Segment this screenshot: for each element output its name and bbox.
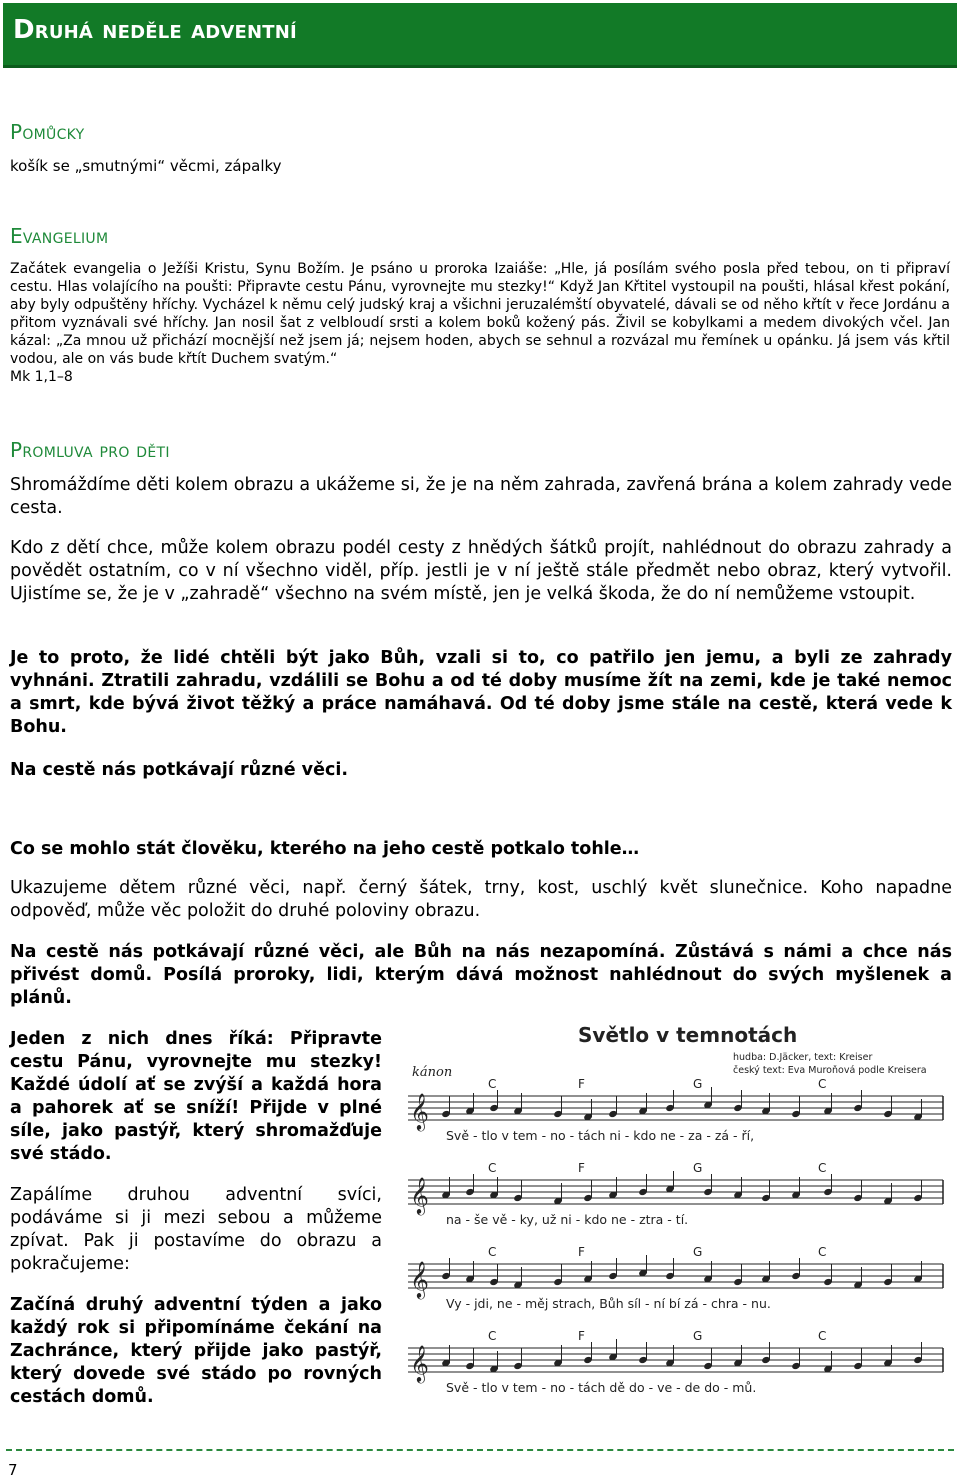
treble-clef-icon: 𝄞	[410, 1344, 429, 1382]
chord-symbol: C	[818, 1329, 827, 1343]
chord-symbol: F	[578, 1077, 585, 1091]
evangelium-block	[10, 260, 950, 386]
paragraph: Shromáždíme děti kolem obrazu a ukážeme si, že je na něm zahrada, zavřená brána a kolem zahrady vede cesta.	[10, 475, 952, 518]
treble-clef-icon: 𝄞	[410, 1092, 429, 1130]
chord-symbol: C	[488, 1245, 497, 1259]
section-title-pomucky: Pomůcky	[10, 120, 85, 144]
lyrics-line: Svě - tlo v tem - no - tách dě do - ve - de do - mů.	[446, 1380, 757, 1395]
lyrics-line: Svě - tlo v tem - no - tách ni - kdo ne - za - zá - ří,	[446, 1128, 755, 1143]
paragraph: Je to proto, že lidé chtěli být jako Bůh, vzali si to, co patřilo jen jemu, a byli ze zahrady vyhnáni. Ztratili zahradu, vzdálili se Bohu a od té doby musíme žít na zemi, kde je také nemoc a smrt, kde bývá život těžký a práce namáhavá. Od té doby jsme stále na cestě, která vede k Bohu.	[10, 648, 952, 737]
chord-symbol: G	[693, 1245, 703, 1259]
evangelium-reference: Mk 1,1–8	[10, 369, 73, 385]
chord-symbol: G	[693, 1077, 703, 1091]
staff-4	[408, 1329, 943, 1395]
paragraph: Jeden z nich dnes říká: Připravte cestu Pánu, vyrovnejte mu stezky! Každé údolí ať se zvýší a každá hora a pahorek ať se sníží! Přijde v plné síle, jako pastýř, který shromažďuje své stádo.	[10, 1029, 382, 1164]
song-credits-2: český text: Eva Muroňová podle Kreisera	[733, 1065, 927, 1076]
song-label: kánon	[412, 1065, 453, 1080]
promluva-p2	[10, 537, 952, 606]
staves	[408, 1077, 943, 1395]
staff-2	[408, 1161, 943, 1227]
chord-symbol: C	[818, 1245, 827, 1259]
page-title: Druhá neděle adventní	[13, 15, 297, 45]
staff-1	[408, 1077, 943, 1143]
chord-symbol: G	[693, 1329, 703, 1343]
lyrics-line: Vy - jdi, ne - měj strach, Bůh síl - ní bí zá - chra - nu.	[446, 1296, 771, 1311]
chord-symbol: F	[578, 1329, 585, 1343]
chord-symbol: G	[693, 1161, 703, 1175]
chord-symbol: F	[578, 1245, 585, 1259]
promluva-p9	[10, 1184, 382, 1276]
lyrics-line: na - še vě - ky, už ni - kdo ne - ztra - tí.	[446, 1212, 689, 1227]
chord-symbol: C	[488, 1161, 497, 1175]
section-title-promluva: Promluva pro děti	[10, 438, 170, 462]
footer-divider	[6, 1449, 954, 1451]
promluva-p3	[10, 647, 952, 739]
section-title-evangelium: Evangelium	[10, 224, 109, 248]
promluva-p4	[10, 759, 952, 782]
paragraph: Kdo z dětí chce, může kolem obrazu podél cesty z hnědých šátků projít, nahlédnout do obrazu zahrady a povědět ostatním, co v ní všechno viděl, příp. jestli je v ní ještě stále předmět nebo obraz, který vytvořil. Ujistíme se, že je v „zahradě“ všechno na svém místě, jen je velká škoda, že do ní nemůžeme vstoupit.	[10, 538, 952, 604]
treble-clef-icon: 𝄞	[410, 1176, 429, 1214]
promluva-p8	[10, 1028, 382, 1166]
paragraph: Ukazujeme dětem různé věci, např. černý šátek, trny, kost, uschlý květ slunečnice. Koho napadne odpověď, může věc položit do druhé poloviny obrazu.	[10, 878, 952, 921]
paragraph: Na cestě nás potkávají různé věci, ale Bůh na nás nezapomíná. Zůstává s námi a chce nás přivést domů. Posílá proroky, lidi, kterým dává možnost nahlédnout do svých myšlenek a plánů.	[10, 942, 952, 1008]
staff-3	[408, 1245, 943, 1311]
sheet-music-image	[408, 1018, 948, 1398]
paragraph: Začíná druhý adventní týden a jako každý rok si připomínáme čekání na Zachránce, který přijde jako pastýř, který dovede své stádo po rovných cestách domů.	[10, 1295, 382, 1407]
page-header	[3, 3, 957, 68]
promluva-p10	[10, 1294, 382, 1409]
song-title: Světlo v temnotách	[578, 1023, 798, 1047]
chord-symbol: C	[818, 1077, 827, 1091]
paragraph: Zapálíme druhou adventní svíci, podáváme si ji mezi sebou a můžeme zpívat. Pak ji postavíme do obrazu a pokračujeme:	[10, 1185, 382, 1274]
song-credits-1: hudba: D.Jäcker, text: Kreiser	[733, 1052, 873, 1063]
chord-symbol: F	[578, 1161, 585, 1175]
paragraph: Co se mohlo stát člověku, kterého na jeho cestě potkalo tohle…	[10, 839, 640, 859]
promluva-p7	[10, 941, 952, 1010]
paragraph: Na cestě nás potkávají různé věci.	[10, 760, 348, 780]
treble-clef-icon: 𝄞	[410, 1260, 429, 1298]
promluva-p1	[10, 474, 952, 520]
chord-symbol: C	[488, 1329, 497, 1343]
pomucky-text: košík se „smutnými“ věcmi, zápalky	[10, 157, 282, 175]
chord-symbol: C	[818, 1161, 827, 1175]
sheet-music	[408, 1018, 948, 1398]
page-number: 7	[8, 1461, 18, 1479]
evangelium-text: Začátek evangelia o Ježíši Kristu, Synu Božím. Je psáno u proroka Izaiáše: „Hle, já posílám svého posla před tebou, on ti připraví cestu. Hlas volajícího na poušti: Připravte cestu Pánu, vyrovnejte mu stezky!“ Když Jan Křtitel vystoupil na poušti, hlásal křest pokání, aby byly odpuštěny hříchy. Vycházel k němu celý judský kraj a všichni jeruzalémští obyvatelé, dávali se od něho křtít v řece Jordánu a přitom vyznávali své hříchy. Jan nosil šat z velbloudí srsti a kolem boků kožený pás. Živil se kobylkami a medem divokých včel. Jan kázal: „Za mnou už přichází mocnější než jsem já; nejsem hoden, abych se sehnul a rozvázal mu řemínek u opánku. Já jsem vás křtil vodou, ale on vás bude křtít Duchem svatým.“	[10, 261, 950, 367]
promluva-p6	[10, 877, 952, 923]
chord-symbol: C	[488, 1077, 497, 1091]
promluva-p5	[10, 838, 952, 861]
